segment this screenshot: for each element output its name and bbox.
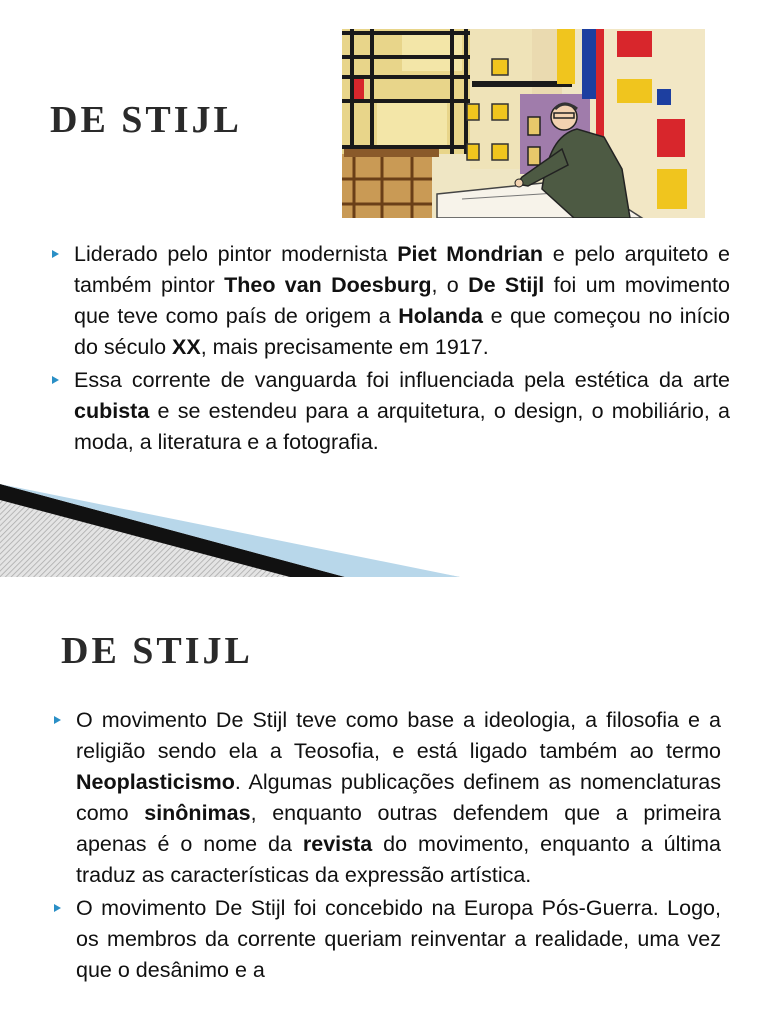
slide-2 xyxy=(0,577,768,1024)
bullet-item: O movimento De Stijl foi concebido na Europa Pós-Guerra. Logo, os membros da corrente queriam reinventar a realidade, uma vez que o desânimo e a xyxy=(54,893,721,986)
slide-title: DE STIJL xyxy=(61,630,253,672)
bullet-list xyxy=(52,239,730,460)
triangle-bullet-icon xyxy=(54,904,61,912)
bullet-list xyxy=(54,705,721,988)
decorative-swoosh xyxy=(0,480,460,577)
bullet-item: Essa corrente de vanguarda foi influenciada pela estética da arte cubista e se estendeu para a arquitetura, o design, o mobiliário, a moda, a literatura e a fotografia. xyxy=(52,365,730,458)
triangle-bullet-icon xyxy=(52,376,59,384)
mondrian-illustration xyxy=(342,29,705,218)
slide-title: DE STIJL xyxy=(50,99,242,141)
bullet-item: Liderado pelo pintor modernista Piet Mondrian e pelo arquiteto e também pintor Theo van Doesburg, o De Stijl foi um movimento que teve como país de origem a Holanda e que começou no início do século XX, mais precisamente em 1917. xyxy=(52,239,730,363)
bullet-item: O movimento De Stijl teve como base a ideologia, a filosofia e a religião sendo ela a Teosofia, e está ligado também ao termo Neoplasticismo. Algumas publicações definem as nomenclaturas como sinônimas, enquanto outras defendem que a primeira apenas é o nome da revista do movimento, enquanto a última traduz as características da expressão artística. xyxy=(54,705,721,891)
triangle-bullet-icon xyxy=(54,716,61,724)
triangle-bullet-icon xyxy=(52,250,59,258)
